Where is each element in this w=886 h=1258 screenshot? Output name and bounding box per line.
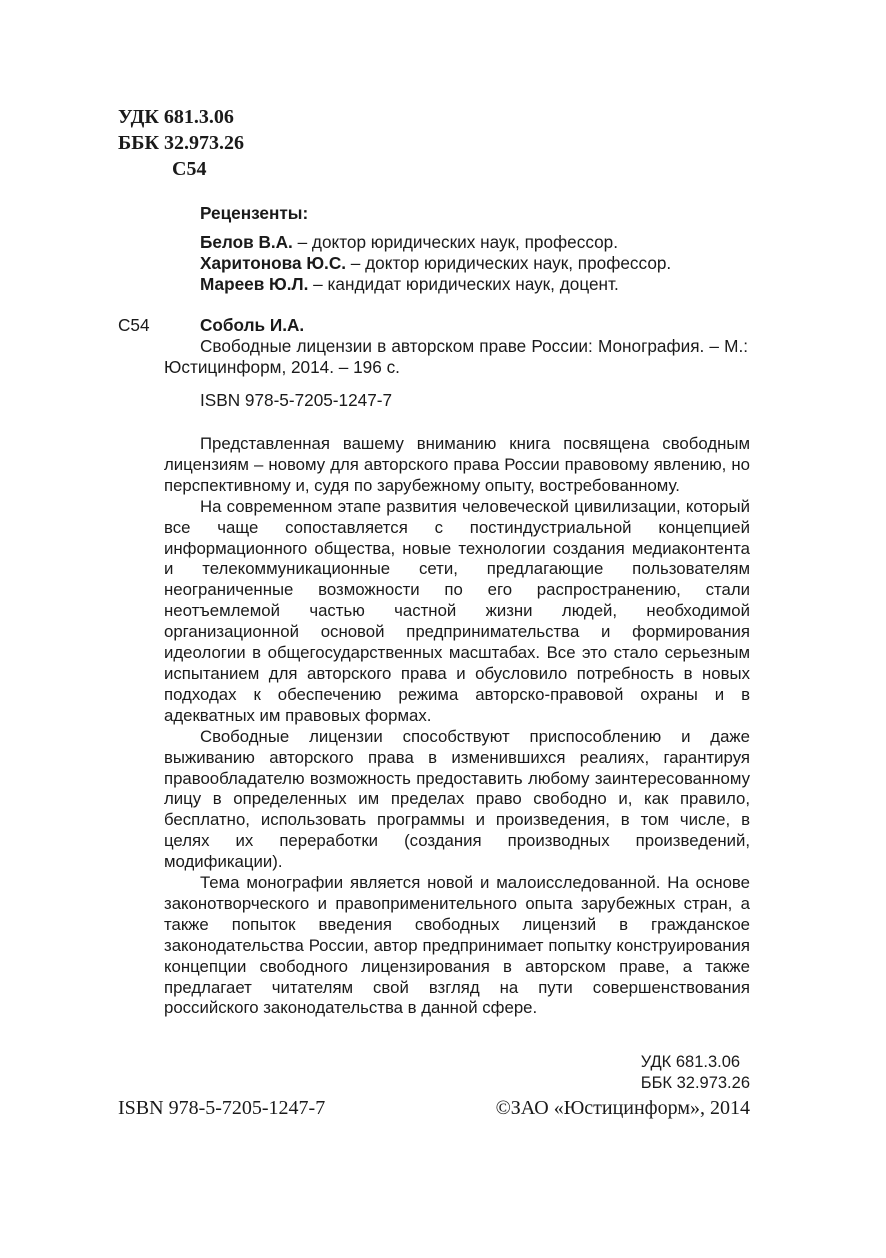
footer-classification [641, 1052, 750, 1094]
catalog-description: Свободные лицензии в авторском праве России: Монография. – М.: Юстицинформ, 2014. – 196 с. [164, 336, 748, 377]
reviewers-title: Рецензенты: [200, 203, 309, 223]
catalog-author: Соболь И.А. [200, 315, 305, 335]
reviewer-item [200, 274, 671, 295]
reviewer-name: Мареев Ю.Л. [200, 274, 309, 294]
reviewer-desc: – доктор юридических наук, профессор. [346, 253, 672, 273]
author-sign: С54 [172, 158, 207, 180]
footer-udk-code: УДК 681.3.06 [640, 1053, 741, 1071]
reviewer-name: Белов В.А. [200, 232, 293, 252]
catalog-isbn: ISBN 978-5-7205-1247-7 [200, 390, 393, 410]
copyright: ©ЗАО «Юстицинформ», 2014 [495, 1097, 750, 1119]
abstract [164, 434, 750, 1019]
reviewers-block [200, 203, 671, 295]
abstract-paragraph: Тема монографии является новой и малоисследованной. На основе законотворческого и правоприменительного опыта зарубежных стран, а также попыток введения свободных лицензий в гражданское законодательства России, автор предпринимает попытку конструирования концепции свободного лицензирования в авторском праве, а также предлагает читателям свой взгляд на пути совершенствования российского законодательства в данной сфере. [164, 873, 750, 1018]
reviewer-name: Харитонова Ю.С. [200, 253, 347, 273]
classification-block [118, 104, 244, 182]
reviewer-item [200, 253, 671, 274]
reviewer-desc: – кандидат юридических наук, доцент. [308, 274, 619, 294]
reviewer-desc: – доктор юридических наук, профессор. [292, 232, 619, 252]
udk-code: УДК 681.3.06 [118, 106, 234, 128]
abstract-paragraph: Представленная вашему вниманию книга посвящена свободным лицензиям – новому для авторского права России правовому явлению, но перспективному и, судя по зарубежному опыту, востребованному. [164, 434, 750, 495]
reviewer-item [200, 232, 671, 253]
abstract-paragraph: Свободные лицензии способствуют приспособлению и даже выживанию авторского права в изменившихся реалиях, гарантируя правообладателю возможность предоставить любому заинтересованному лицу в определенных им пределах право свободно и, как правило, бесплатно, использовать программы и произведения, в том числе, в целях их переработки (создания производных произведений, модификации). [164, 726, 750, 872]
catalog-entry [164, 315, 748, 411]
bbk-code: ББК 32.973.26 [118, 132, 244, 154]
footer-bbk-code: ББК 32.973.26 [640, 1074, 750, 1092]
catalog-sign: С54 [118, 315, 150, 335]
abstract-paragraph: На современном этапе развития человеческой цивилизации, который все чаще сопоставляется с постиндустриальной концепцией информационного общества, новые технологии создания медиаконтента и телекоммуникационные сети, предлагающие пользователям неограниченные возможности по его распространению, стали неотъемлемой частью частной жизни людей, необходимой организационной основой предпринимательства и формирования идеологии в общегосударственных масштабах. Все это стало серьезным испытанием для авторского права и обусловило потребность в новых подходах к обеспечению режима авторско-правовой охраны и в адекватных им правовых формах. [164, 496, 750, 725]
footer-isbn: ISBN 978-5-7205-1247-7 [118, 1097, 326, 1119]
